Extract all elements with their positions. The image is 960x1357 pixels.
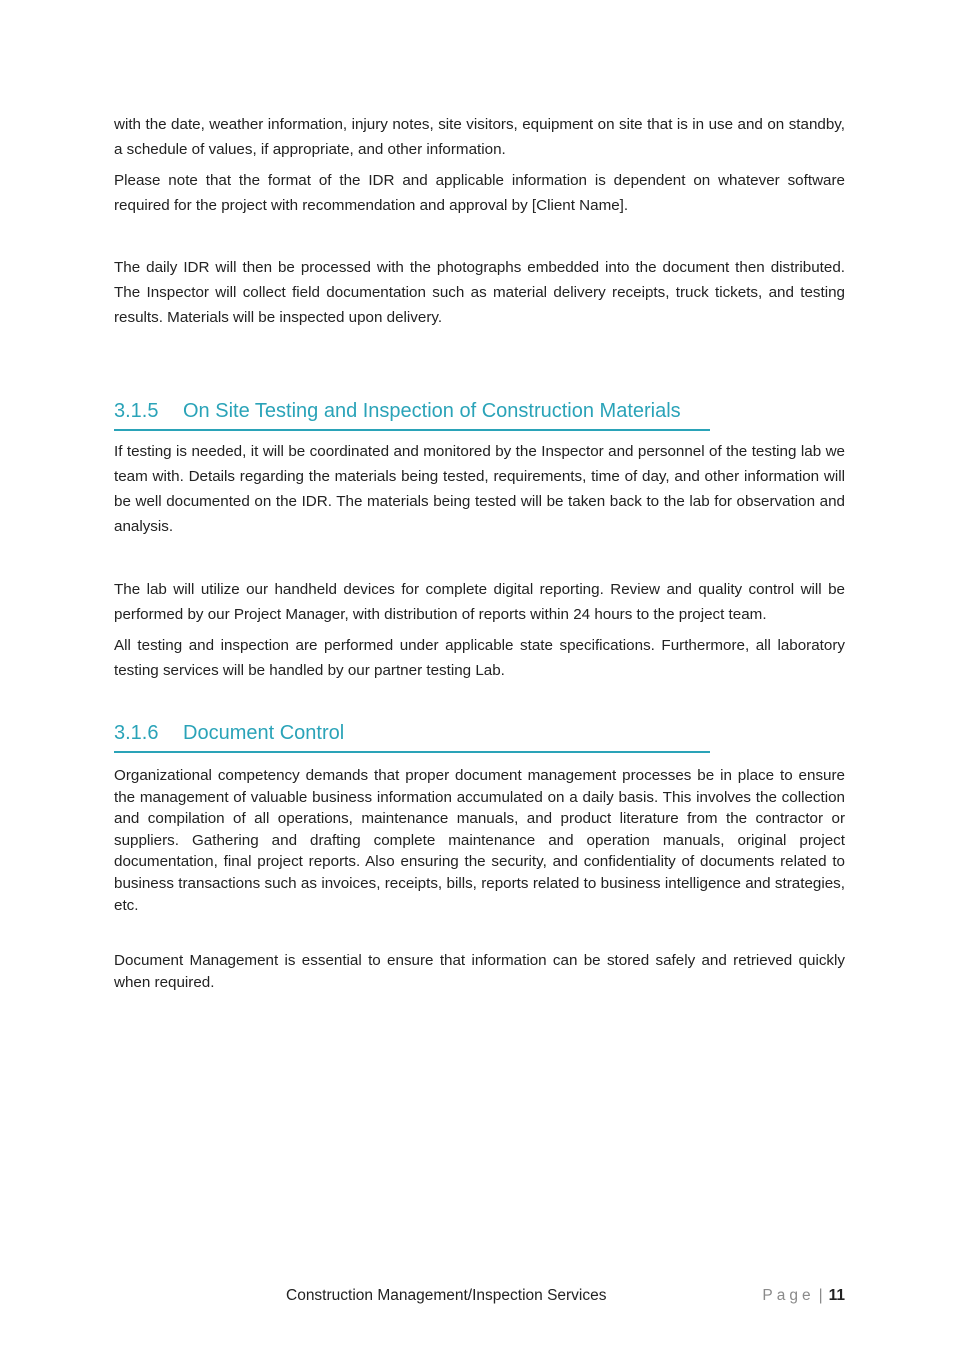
page-body [114,112,845,993]
intro-paragraph-3: The daily IDR will then be processed with the photographs embedded into the document then distributed. The Inspector will collect field documentation such as material delivery receipts, truck tickets, and testing results. Materials will be inspected upon delivery. [114,259,845,326]
section-315-title: On Site Testing and Inspection of Construction Materials [183,400,681,422]
section-316-title: Document Control [183,722,345,744]
section-315-underline [114,429,710,431]
section-316-paragraph-2: Document Management is essential to ensure that information can be stored safely and retrieved quickly when required. [114,952,845,991]
page-footer [0,1287,960,1309]
footer-page-label: Page [762,1287,815,1304]
footer-separator: | [818,1287,823,1304]
section-315-paragraph-3: All testing and inspection are performed under applicable state specifications. Furthermore, all laboratory testing services will be handled by our partner testing Lab. [114,637,845,679]
section-315-paragraph-1: If testing is needed, it will be coordinated and monitored by the Inspector and personnel of the testing lab we team with. Details regarding the materials being tested, requirements, time of day, and other information will be well documented on the IDR. The materials being tested will be taken back to the lab for observation and analysis. [114,443,845,535]
footer-document-title: Construction Management/Inspection Services [286,1287,607,1304]
intro-paragraph-1: with the date, weather information, injury notes, site visitors, equipment on site that is in use and on standby, a schedule of values, if appropriate, and other information. [114,116,845,158]
section-316-heading [114,719,845,753]
section-315-heading [114,397,845,431]
section-316-paragraph-1: Organizational competency demands that proper document management processes be in place to ensure the management of valuable business information accumulated on a daily basis. This involves the collection and compilation of all operations, maintenance manuals, and product literature from the contractor or suppliers. Gathering and drafting complete maintenance and operation manuals, original project documentation, final project reports. Also ensuring the security, and confidentiality of documents related to business transactions such as invoices, receipts, bills, reports related to business intelligence and strategies, etc. [114,767,845,914]
section-316-number: 3.1.6 [114,722,159,744]
section-315-number: 3.1.5 [114,400,159,422]
intro-paragraph-2: Please note that the format of the IDR and applicable information is dependent on whatever software required for the project with recommendation and approval by [Client Name]. [114,172,845,214]
section-315-paragraph-2: The lab will utilize our handheld devices for complete digital reporting. Review and quality control will be performed by our Project Manager, with distribution of reports within 24 hours to the project team. [114,581,845,623]
section-316-underline [114,751,710,753]
footer-page-indicator [762,1287,845,1305]
footer-page-number: 11 [828,1287,845,1304]
